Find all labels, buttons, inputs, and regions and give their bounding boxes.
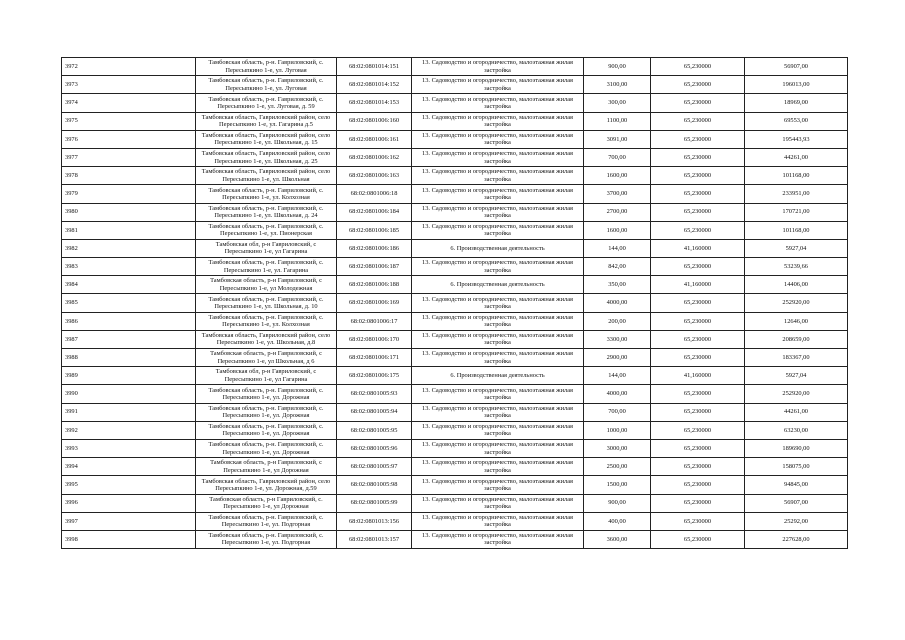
area-cell: 144,00 — [584, 239, 651, 257]
rate-cell: 65,230000 — [651, 185, 745, 203]
cadastral-value-cell: 227628,00 — [745, 530, 848, 548]
area-cell: 2700,00 — [584, 203, 651, 221]
land-use-cell: 13. Садоводство и огородничество, малоэтажная жилая застройка — [412, 403, 584, 421]
area-cell: 700,00 — [584, 403, 651, 421]
area-cell: 3091,00 — [584, 130, 651, 148]
land-use-cell: 13. Садоводство и огородничество, малоэтажная жилая застройка — [412, 349, 584, 367]
land-use-cell: 6. Производственная деятельность — [412, 367, 584, 385]
cadastral-value-cell: 252920,00 — [745, 385, 848, 403]
rate-cell: 65,230000 — [651, 330, 745, 348]
table-row — [62, 494, 848, 512]
cadastral-value-cell: 44261,00 — [745, 148, 848, 166]
cadastral-number-cell: 68:02:0801006:163 — [337, 167, 412, 185]
rate-cell: 65,230000 — [651, 403, 745, 421]
area-cell: 700,00 — [584, 148, 651, 166]
cadastral-number-cell: 68:02:0801006:161 — [337, 130, 412, 148]
land-use-cell: 6. Производственная деятельность — [412, 276, 584, 294]
cadastral-value-cell: 101168,00 — [745, 167, 848, 185]
area-cell: 3700,00 — [584, 185, 651, 203]
cadastral-value-cell: 189690,00 — [745, 439, 848, 457]
address-cell: Тамбовская область, Гавриловский район, село Пересыпкино 1-е, ул. Школьная, д. 25 — [196, 148, 337, 166]
cadastral-number-cell: 68:02:0801006:175 — [337, 367, 412, 385]
cadastral-value-cell: 183367,00 — [745, 349, 848, 367]
cadastral-number-cell: 68:02:0801006:170 — [337, 330, 412, 348]
table-row — [62, 367, 848, 385]
table-row — [62, 148, 848, 166]
rate-cell: 65,230000 — [651, 203, 745, 221]
address-cell: Тамбовская обл, р-н Гавриловский, с Пересыпкино 1-е, ул Гагарина — [196, 367, 337, 385]
cadastral-value-cell: 158075,00 — [745, 458, 848, 476]
area-cell: 3300,00 — [584, 330, 651, 348]
address-cell: Тамбовская область, р-н. Гавриловский, с. Пересыпкино 1-е, ул. Дорожная — [196, 439, 337, 457]
rate-cell: 65,230000 — [651, 349, 745, 367]
address-cell: Тамбовская область, Гавриловский район, село Пересыпкино 1-е, ул. Школьная, д. 15 — [196, 130, 337, 148]
row-number: 3976 — [62, 130, 196, 148]
cadastral-number-cell: 68:02:0801005:93 — [337, 385, 412, 403]
row-number: 3992 — [62, 421, 196, 439]
rate-cell: 65,230000 — [651, 148, 745, 166]
cadastral-number-cell: 68:02:0801006:185 — [337, 221, 412, 239]
area-cell: 1600,00 — [584, 167, 651, 185]
row-number: 3973 — [62, 76, 196, 94]
area-cell: 200,00 — [584, 312, 651, 330]
address-cell: Тамбовская область, р-н. Гавриловский, с. Пересыпкино 1-е, ул. Подгорная — [196, 512, 337, 530]
cadastral-number-cell: 68:02:0801006:184 — [337, 203, 412, 221]
rate-cell: 65,230000 — [651, 458, 745, 476]
table-row — [62, 203, 848, 221]
cadastral-value-cell: 25292,00 — [745, 512, 848, 530]
row-number: 3972 — [62, 58, 196, 76]
cadastral-value-cell: 195443,93 — [745, 130, 848, 148]
address-cell: Тамбовская область, р-н. Гавриловский, с. Пересыпкино 1-е, ул. Дорожная — [196, 403, 337, 421]
table-row — [62, 512, 848, 530]
rate-cell: 65,230000 — [651, 494, 745, 512]
area-cell: 2500,00 — [584, 458, 651, 476]
address-cell: Тамбовская область, Гавриловский район, село Пересыпкино 1-е, ул. Школьная — [196, 167, 337, 185]
table-row — [62, 349, 848, 367]
table-row — [62, 294, 848, 312]
table-row — [62, 476, 848, 494]
table-body — [62, 58, 848, 549]
row-number: 3980 — [62, 203, 196, 221]
row-number: 3984 — [62, 276, 196, 294]
rate-cell: 41,160000 — [651, 239, 745, 257]
area-cell: 1600,00 — [584, 221, 651, 239]
cadastral-value-cell: 196013,00 — [745, 76, 848, 94]
table-row — [62, 421, 848, 439]
table-row — [62, 330, 848, 348]
rate-cell: 41,160000 — [651, 367, 745, 385]
address-cell: Тамбовская область, р-н Гавриловский, с Пересыпкино 1-е, ул Дорожная — [196, 458, 337, 476]
cadastral-number-cell: 68:02:0801013:156 — [337, 512, 412, 530]
cadastral-value-cell: 5927,04 — [745, 239, 848, 257]
area-cell: 3600,00 — [584, 530, 651, 548]
rate-cell: 65,230000 — [651, 167, 745, 185]
address-cell: Тамбовская обл, р-н Гавриловский, с Пересыпкино 1-е, ул Гагарина — [196, 239, 337, 257]
rate-cell: 65,230000 — [651, 258, 745, 276]
land-use-cell: 13. Садоводство и огородничество, малоэтажная жилая застройка — [412, 130, 584, 148]
table-row — [62, 458, 848, 476]
table-row — [62, 530, 848, 548]
cadastral-number-cell: 68:02:0801014:152 — [337, 76, 412, 94]
row-number: 3996 — [62, 494, 196, 512]
land-use-cell: 13. Садоводство и огородничество, малоэтажная жилая застройка — [412, 530, 584, 548]
address-cell: Тамбовская область, р-н. Гавриловский, с. Пересыпкино 1-е, ул. Гагарина — [196, 258, 337, 276]
rate-cell: 65,230000 — [651, 130, 745, 148]
address-cell: Тамбовская область, р-н Гавриловский, с Пересыпкино 1-е, ул Молодежная — [196, 276, 337, 294]
row-number: 3977 — [62, 148, 196, 166]
cadastral-number-cell: 68:02:0801006:169 — [337, 294, 412, 312]
row-number: 3987 — [62, 330, 196, 348]
land-use-cell: 13. Садоводство и огородничество, малоэтажная жилая застройка — [412, 476, 584, 494]
area-cell: 1500,00 — [584, 476, 651, 494]
cadastral-number-cell: 68:02:0801013:157 — [337, 530, 412, 548]
cadastral-number-cell: 68:02:0801005:98 — [337, 476, 412, 494]
rate-cell: 65,230000 — [651, 58, 745, 76]
rate-cell: 65,230000 — [651, 439, 745, 457]
table-row — [62, 276, 848, 294]
land-use-cell: 13. Садоводство и огородничество, малоэтажная жилая застройка — [412, 94, 584, 112]
cadastral-number-cell: 68:02:0801006:171 — [337, 349, 412, 367]
land-use-cell: 13. Садоводство и огородничество, малоэтажная жилая застройка — [412, 512, 584, 530]
rate-cell: 65,230000 — [651, 294, 745, 312]
row-number: 3983 — [62, 258, 196, 276]
row-number: 3988 — [62, 349, 196, 367]
address-cell: Тамбовская область, р-н. Гавриловский, с. Пересыпкино 1-е, ул. Дорожная — [196, 385, 337, 403]
land-use-cell: 13. Садоводство и огородничество, малоэтажная жилая застройка — [412, 112, 584, 130]
cadastral-value-cell: 233951,00 — [745, 185, 848, 203]
table-row — [62, 58, 848, 76]
land-use-cell: 13. Садоводство и огородничество, малоэтажная жилая застройка — [412, 385, 584, 403]
rate-cell: 65,230000 — [651, 94, 745, 112]
cadastral-number-cell: 68:02:0801006:160 — [337, 112, 412, 130]
cadastral-value-cell: 69553,00 — [745, 112, 848, 130]
cadastral-value-cell: 170721,00 — [745, 203, 848, 221]
address-cell: Тамбовская область, р-н. Гавриловский, с. Пересыпкино 1-е, ул. Подгорная — [196, 530, 337, 548]
cadastral-number-cell: 68:02:0801006:187 — [337, 258, 412, 276]
rate-cell: 65,230000 — [651, 530, 745, 548]
address-cell: Тамбовская область, р-н. Гавриловский, с. Пересыпкино 1-е, ул. Колхозная — [196, 185, 337, 203]
land-use-cell: 13. Садоводство и огородничество, малоэтажная жилая застройка — [412, 76, 584, 94]
address-cell: Тамбовская область, р-н. Гавриловский, с. Пересыпкино 1-е, ул. Луговая — [196, 76, 337, 94]
address-cell: Тамбовская область, р-н Гавриловский, с Пересыпкино 1-е, ул Школьная, д 6 — [196, 349, 337, 367]
table-row — [62, 385, 848, 403]
land-use-cell: 13. Садоводство и огородничество, малоэтажная жилая застройка — [412, 294, 584, 312]
area-cell: 1100,00 — [584, 112, 651, 130]
cadastral-number-cell: 68:02:0801005:96 — [337, 439, 412, 457]
rate-cell: 65,230000 — [651, 312, 745, 330]
area-cell: 350,00 — [584, 276, 651, 294]
cadastral-number-cell: 68:02:0801005:95 — [337, 421, 412, 439]
row-number: 3997 — [62, 512, 196, 530]
land-use-cell: 13. Садоводство и огородничество, малоэтажная жилая застройка — [412, 312, 584, 330]
area-cell: 842,00 — [584, 258, 651, 276]
table-row — [62, 185, 848, 203]
row-number: 3990 — [62, 385, 196, 403]
cadastral-value-cell: 14406,00 — [745, 276, 848, 294]
land-use-cell: 13. Садоводство и огородничество, малоэтажная жилая застройка — [412, 494, 584, 512]
row-number: 3979 — [62, 185, 196, 203]
area-cell: 3000,00 — [584, 439, 651, 457]
document-page — [61, 57, 847, 549]
area-cell: 1000,00 — [584, 421, 651, 439]
area-cell: 2900,00 — [584, 349, 651, 367]
area-cell: 4000,00 — [584, 385, 651, 403]
table-row — [62, 76, 848, 94]
cadastral-value-cell: 63230,00 — [745, 421, 848, 439]
land-use-cell: 13. Садоводство и огородничество, малоэтажная жилая застройка — [412, 148, 584, 166]
land-use-cell: 13. Садоводство и огородничество, малоэтажная жилая застройка — [412, 185, 584, 203]
land-use-cell: 13. Садоводство и огородничество, малоэтажная жилая застройка — [412, 421, 584, 439]
table-row — [62, 312, 848, 330]
land-use-cell: 13. Садоводство и огородничество, малоэтажная жилая застройка — [412, 203, 584, 221]
table-row — [62, 221, 848, 239]
cadastral-number-cell: 68:02:0801006:186 — [337, 239, 412, 257]
row-number: 3991 — [62, 403, 196, 421]
table-row — [62, 258, 848, 276]
address-cell: Тамбовская область, р-н. Гавриловский, с. Пересыпкино 1-е, ул. Школьная, д. 10 — [196, 294, 337, 312]
table-row — [62, 130, 848, 148]
cadastral-number-cell: 68:02:0801014:153 — [337, 94, 412, 112]
address-cell: Тамбовская область, р-н Гавриловский, с. Пересыпкино 1-е, ул Дорожная — [196, 494, 337, 512]
cadastral-value-cell: 56907,00 — [745, 58, 848, 76]
cadastral-value-cell: 208659,00 — [745, 330, 848, 348]
area-cell: 4000,00 — [584, 294, 651, 312]
land-use-cell: 13. Садоводство и огородничество, малоэтажная жилая застройка — [412, 221, 584, 239]
row-number: 3994 — [62, 458, 196, 476]
address-cell: Тамбовская область, р-н. Гавриловский, с. Пересыпкино 1-е, ул. Колхозная — [196, 312, 337, 330]
cadastral-value-cell: 12646,00 — [745, 312, 848, 330]
cadastral-number-cell: 68:02:0801005:99 — [337, 494, 412, 512]
row-number: 3993 — [62, 439, 196, 457]
row-number: 3995 — [62, 476, 196, 494]
rate-cell: 65,230000 — [651, 476, 745, 494]
row-number: 3998 — [62, 530, 196, 548]
cadastral-number-cell: 68:02:0801006:188 — [337, 276, 412, 294]
cadastral-number-cell: 68:02:0801005:94 — [337, 403, 412, 421]
table-row — [62, 239, 848, 257]
land-use-cell: 13. Садоводство и огородничество, малоэтажная жилая застройка — [412, 167, 584, 185]
row-number: 3989 — [62, 367, 196, 385]
address-cell: Тамбовская область, р-н. Гавриловский, с. Пересыпкино 1-е, ул. Школьная, д. 24 — [196, 203, 337, 221]
cadastral-number-cell: 68:02:0801006:162 — [337, 148, 412, 166]
row-number: 3986 — [62, 312, 196, 330]
table-row — [62, 439, 848, 457]
cadastral-value-cell: 5927,04 — [745, 367, 848, 385]
cadastral-value-cell: 101168,00 — [745, 221, 848, 239]
area-cell: 3100,00 — [584, 76, 651, 94]
cadastral-number-cell: 68:02:0801006:18 — [337, 185, 412, 203]
row-number: 3974 — [62, 94, 196, 112]
land-use-cell: 13. Садоводство и огородничество, малоэтажная жилая застройка — [412, 458, 584, 476]
cadastral-number-cell: 68:02:0801005:97 — [337, 458, 412, 476]
address-cell: Тамбовская область, Гавриловский район, село Пересыпкино 1-е, ул. Дорожная, д.59 — [196, 476, 337, 494]
area-cell: 300,00 — [584, 94, 651, 112]
area-cell: 900,00 — [584, 494, 651, 512]
land-plots-table — [61, 57, 848, 549]
row-number: 3982 — [62, 239, 196, 257]
cadastral-value-cell: 53239,66 — [745, 258, 848, 276]
cadastral-value-cell: 56907,00 — [745, 494, 848, 512]
area-cell: 900,00 — [584, 58, 651, 76]
cadastral-number-cell: 68:02:0801006:17 — [337, 312, 412, 330]
row-number: 3975 — [62, 112, 196, 130]
rate-cell: 65,230000 — [651, 76, 745, 94]
land-use-cell: 6. Производственная деятельность — [412, 239, 584, 257]
address-cell: Тамбовская область, р-н. Гавриловский, с. Пересыпкино 1-е, ул. Луговая — [196, 58, 337, 76]
cadastral-value-cell: 94845,00 — [745, 476, 848, 494]
rate-cell: 65,230000 — [651, 221, 745, 239]
cadastral-value-cell: 252920,00 — [745, 294, 848, 312]
land-use-cell: 13. Садоводство и огородничество, малоэтажная жилая застройка — [412, 439, 584, 457]
table-row — [62, 112, 848, 130]
land-use-cell: 13. Садоводство и огородничество, малоэтажная жилая застройка — [412, 330, 584, 348]
land-use-cell: 13. Садоводство и огородничество, малоэтажная жилая застройка — [412, 258, 584, 276]
row-number: 3985 — [62, 294, 196, 312]
rate-cell: 65,230000 — [651, 421, 745, 439]
area-cell: 144,00 — [584, 367, 651, 385]
table-row — [62, 94, 848, 112]
address-cell: Тамбовская область, р-н. Гавриловский, с. Пересыпкино 1-е, ул. Луговая, д. 59 — [196, 94, 337, 112]
row-number: 3981 — [62, 221, 196, 239]
land-use-cell: 13. Садоводство и огородничество, малоэтажная жилая застройка — [412, 58, 584, 76]
rate-cell: 65,230000 — [651, 512, 745, 530]
table-row — [62, 403, 848, 421]
address-cell: Тамбовская область, р-н. Гавриловский, с. Пересыпкино 1-е, ул. Дорожная — [196, 421, 337, 439]
area-cell: 400,00 — [584, 512, 651, 530]
table-row — [62, 167, 848, 185]
address-cell: Тамбовская область, Гавриловский район, село Пересыпкино 1-е, ул. Школьная, д.8 — [196, 330, 337, 348]
address-cell: Тамбовская область, р-н. Гавриловский, с. Пересыпкино 1-е, ул. Пионерская — [196, 221, 337, 239]
row-number: 3978 — [62, 167, 196, 185]
rate-cell: 65,230000 — [651, 385, 745, 403]
address-cell: Тамбовская область, Гавриловский район, село Пересыпкино 1-е, ул. Гагарина д.5 — [196, 112, 337, 130]
cadastral-number-cell: 68:02:0801014:151 — [337, 58, 412, 76]
rate-cell: 65,230000 — [651, 112, 745, 130]
rate-cell: 41,160000 — [651, 276, 745, 294]
cadastral-value-cell: 44261,00 — [745, 403, 848, 421]
cadastral-value-cell: 18969,00 — [745, 94, 848, 112]
